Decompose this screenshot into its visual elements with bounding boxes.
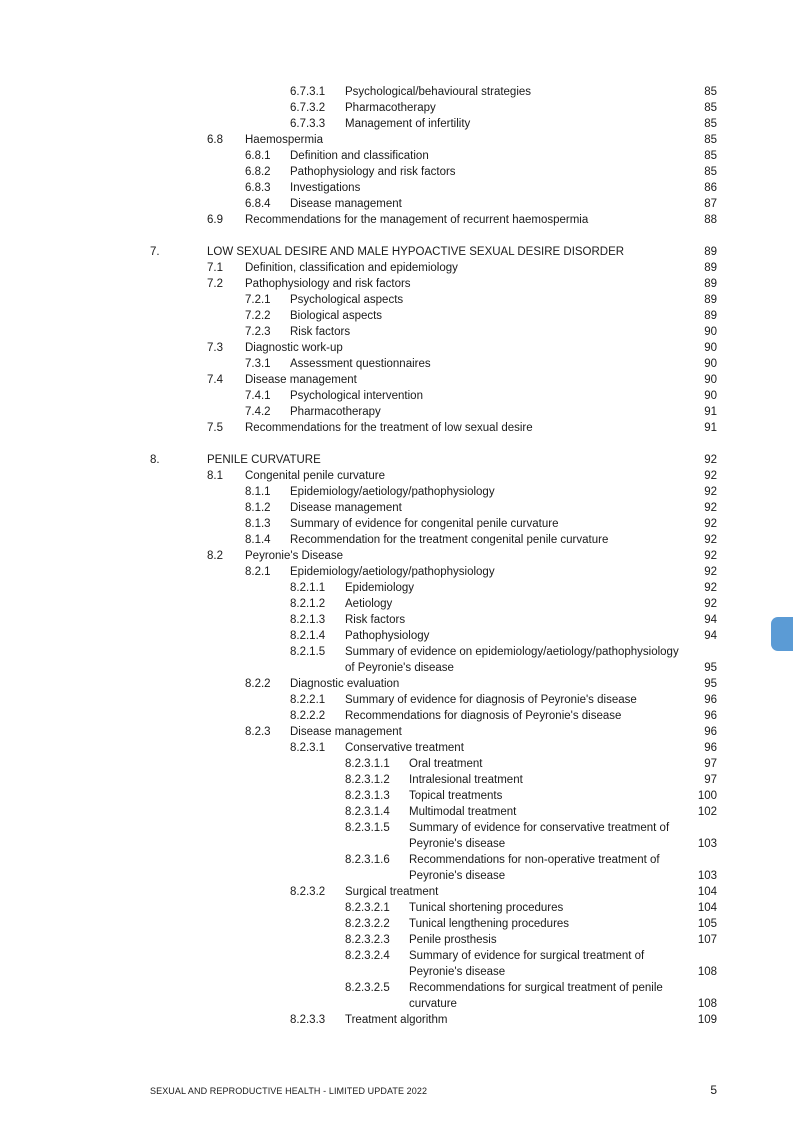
toc-entry[interactable]	[0, 596, 793, 612]
toc-entry[interactable]	[0, 964, 793, 980]
toc-entry-title: Summary of evidence for congenital penile curvature	[290, 518, 559, 530]
toc-entry-page: 97	[704, 774, 717, 786]
toc-entry[interactable]	[0, 564, 793, 580]
toc-entry-number: 8.2.2	[245, 678, 271, 690]
toc-entry-number: 8.2.1.5	[290, 646, 326, 658]
toc-entry-title: Psychological aspects	[290, 294, 404, 306]
toc-entry-number: 7.3	[207, 342, 223, 354]
toc-entry-number: 6.7.3.1	[290, 86, 326, 98]
toc-entry-title: Recommendation for the treatment congenital penile curvature	[290, 534, 609, 546]
toc-entry-title: Recommendations for non-operative treatment of	[409, 854, 660, 866]
toc-entry-page: 91	[704, 406, 717, 418]
toc-entry-number: 8.1.1	[245, 486, 271, 498]
toc-entry-title: Recommendations for the treatment of low sexual desire	[245, 422, 533, 434]
toc-entry[interactable]	[0, 676, 793, 692]
toc-entry[interactable]	[0, 884, 793, 900]
toc-entry-number: 7.2.1	[245, 294, 271, 306]
toc-entry[interactable]	[0, 900, 793, 916]
toc-entry-number: 8.2.3.2.4	[345, 950, 390, 962]
toc-entry-page: 85	[704, 118, 717, 130]
toc-entry-number: 7.5	[207, 422, 223, 434]
toc-entry-number: 6.7.3.3	[290, 118, 326, 130]
toc-entry-page: 85	[704, 150, 717, 162]
toc-entry-title: Peyronie's disease	[409, 838, 506, 850]
toc-entry[interactable]	[0, 820, 793, 836]
toc-entry-page: 90	[704, 390, 717, 402]
toc-entry-title: Peyronie's disease	[409, 966, 506, 978]
toc-entry[interactable]	[0, 132, 793, 148]
toc-entry[interactable]	[0, 196, 793, 212]
toc-entry-page: 92	[704, 534, 717, 546]
toc-entry-page: 100	[697, 790, 717, 802]
toc-entry[interactable]	[0, 532, 793, 548]
toc-entry[interactable]	[0, 948, 793, 964]
toc-entry[interactable]	[0, 804, 793, 820]
toc-entry-title: Summary of evidence for diagnosis of Peyronie's disease	[345, 694, 637, 706]
toc-entry-title: Epidemiology/aetiology/pathophysiology	[290, 566, 495, 578]
toc-entry[interactable]	[0, 628, 793, 644]
toc-entry[interactable]	[0, 372, 793, 388]
toc-entry-number: 8.2.2.1	[290, 694, 326, 706]
toc-entry-page: 96	[704, 726, 717, 738]
toc-entry-page: 86	[704, 182, 717, 194]
toc-entry-title: Pathophysiology and risk factors	[290, 166, 456, 178]
toc-entry[interactable]	[0, 756, 793, 772]
toc-entry[interactable]	[0, 484, 793, 500]
toc-entry[interactable]	[0, 180, 793, 196]
toc-entry-page: 89	[704, 310, 717, 322]
toc-entry-title: Psychological/behavioural strategies	[345, 86, 532, 98]
toc-entry-page: 92	[704, 550, 717, 562]
toc-entry-number: 8.2.1	[245, 566, 271, 578]
toc-entry-title: Biological aspects	[290, 310, 383, 322]
toc-entry-number: 8.2.3.2.1	[345, 902, 390, 914]
toc-entry[interactable]	[0, 420, 793, 436]
toc-entry-page: 108	[697, 966, 717, 978]
toc-entry-title: Peyronie's Disease	[245, 550, 344, 562]
toc-entry-title: Recommendations for diagnosis of Peyronie's disease	[345, 710, 622, 722]
table-of-contents	[0, 84, 793, 1028]
toc-entry-page: 97	[704, 758, 717, 770]
toc-entry-page: 103	[697, 870, 717, 882]
toc-entry[interactable]	[0, 836, 793, 852]
toc-entry-title: PENILE CURVATURE	[207, 454, 321, 466]
toc-entry-number: 8.2.1.1	[290, 582, 326, 594]
toc-entry-title: Diagnostic evaluation	[290, 678, 400, 690]
toc-entry-number: 8.1.3	[245, 518, 271, 530]
toc-entry-number: 8.2.3.1.1	[345, 758, 390, 770]
toc-entry-page: 85	[704, 102, 717, 114]
toc-entry-title: Summary of evidence for conservative treatment of	[409, 822, 670, 834]
toc-entry[interactable]	[0, 260, 793, 276]
toc-entry-title: Recommendations for surgical treatment of penile	[409, 982, 663, 994]
toc-entry-number: 8.2.3.1.3	[345, 790, 390, 802]
toc-entry-page: 107	[697, 934, 717, 946]
toc-entry-page: 92	[704, 598, 717, 610]
toc-entry-number: 8.2.3.1.2	[345, 774, 390, 786]
toc-entry-title: Topical treatments	[409, 790, 503, 802]
toc-entry-number: 8.	[150, 454, 160, 466]
toc-entry-title: Oral treatment	[409, 758, 483, 770]
toc-entry[interactable]	[0, 1012, 793, 1028]
toc-entry[interactable]	[0, 244, 793, 260]
toc-entry[interactable]	[0, 788, 793, 804]
toc-entry-page: 90	[704, 374, 717, 386]
toc-entry-title: Disease management	[290, 198, 402, 210]
toc-entry-number: 8.1.4	[245, 534, 271, 546]
page-number: 5	[710, 1083, 717, 1097]
toc-entry-title: of Peyronie's disease	[345, 662, 454, 674]
toc-entry-title: Disease management	[245, 374, 357, 386]
toc-entry-number: 8.2.3.1.5	[345, 822, 390, 834]
toc-entry-number: 7.	[150, 246, 160, 258]
toc-entry-title: Pathophysiology and risk factors	[245, 278, 411, 290]
toc-entry-number: 7.2	[207, 278, 223, 290]
toc-entry-title: Investigations	[290, 182, 361, 194]
toc-entry-number: 8.2.3	[245, 726, 271, 738]
toc-entry-number: 8.2	[207, 550, 223, 562]
toc-entry[interactable]	[0, 692, 793, 708]
toc-entry[interactable]	[0, 852, 793, 868]
toc-entry[interactable]	[0, 340, 793, 356]
toc-entry-number: 8.2.3.2.2	[345, 918, 390, 930]
toc-entry[interactable]	[0, 740, 793, 756]
toc-entry[interactable]	[0, 84, 793, 100]
toc-entry-page: 95	[704, 678, 717, 690]
toc-entry-number: 7.3.1	[245, 358, 271, 370]
toc-entry-page: 90	[704, 326, 717, 338]
toc-entry-title: Summary of evidence for surgical treatment of	[409, 950, 645, 962]
toc-entry-number: 7.2.2	[245, 310, 271, 322]
toc-entry-title: Multimodal treatment	[409, 806, 517, 818]
toc-entry[interactable]	[0, 468, 793, 484]
toc-entry-title: Tunical shortening procedures	[409, 902, 564, 914]
toc-entry-title: Disease management	[290, 726, 402, 738]
toc-entry-title: Pharmacotherapy	[290, 406, 381, 418]
section-spacer	[0, 228, 793, 244]
section-spacer	[0, 436, 793, 452]
toc-entry-number: 6.8.4	[245, 198, 271, 210]
toc-entry[interactable]	[0, 932, 793, 948]
toc-entry-number: 8.2.3.2	[290, 886, 326, 898]
toc-entry-title: Epidemiology/aetiology/pathophysiology	[290, 486, 495, 498]
toc-entry-page: 92	[704, 502, 717, 514]
toc-entry-title: Aetiology	[345, 598, 393, 610]
toc-entry-number: 6.9	[207, 214, 223, 226]
toc-entry-page: 92	[704, 518, 717, 530]
toc-entry-title: Definition, classification and epidemiology	[245, 262, 458, 274]
toc-entry-page: 96	[704, 710, 717, 722]
toc-entry[interactable]	[0, 324, 793, 340]
toc-entry[interactable]	[0, 772, 793, 788]
toc-entry-page: 92	[704, 486, 717, 498]
toc-entry[interactable]	[0, 980, 793, 996]
toc-entry-title: curvature	[409, 998, 457, 1010]
toc-entry[interactable]	[0, 580, 793, 596]
toc-entry-number: 8.1	[207, 470, 223, 482]
toc-entry-number: 7.4.2	[245, 406, 271, 418]
toc-entry-title: Pharmacotherapy	[345, 102, 436, 114]
toc-entry[interactable]	[0, 868, 793, 884]
toc-entry-page: 92	[704, 582, 717, 594]
toc-entry-page: 105	[697, 918, 717, 930]
footer-title: SEXUAL AND REPRODUCTIVE HEALTH - LIMITED UPDATE 2022	[150, 1086, 428, 1096]
toc-entry-page: 89	[704, 262, 717, 274]
toc-entry-title: Summary of evidence on epidemiology/aetiology/pathophysiology	[345, 646, 679, 658]
toc-entry-page: 108	[697, 998, 717, 1010]
toc-entry-page: 91	[704, 422, 717, 434]
toc-entry-number: 6.8	[207, 134, 223, 146]
toc-entry-page: 92	[704, 566, 717, 578]
toc-entry-title: LOW SEXUAL DESIRE AND MALE HYPOACTIVE SEXUAL DESIRE DISORDER	[207, 246, 625, 258]
toc-entry-title: Pathophysiology	[345, 630, 430, 642]
toc-entry-number: 8.2.3.2.5	[345, 982, 390, 994]
toc-entry[interactable]	[0, 516, 793, 532]
toc-entry-title: Diagnostic work-up	[245, 342, 343, 354]
toc-entry-number: 7.4.1	[245, 390, 271, 402]
toc-entry[interactable]	[0, 292, 793, 308]
toc-entry-title: Risk factors	[290, 326, 351, 338]
toc-entry[interactable]	[0, 548, 793, 564]
toc-entry-title: Haemospermia	[245, 134, 323, 146]
toc-entry-title: Management of infertility	[345, 118, 471, 130]
toc-entry-title: Intralesional treatment	[409, 774, 523, 786]
toc-entry-title: Disease management	[290, 502, 402, 514]
toc-entry[interactable]	[0, 660, 793, 676]
toc-entry[interactable]	[0, 404, 793, 420]
toc-entry-title: Congenital penile curvature	[245, 470, 386, 482]
toc-entry-title: Definition and classification	[290, 150, 429, 162]
toc-entry-number: 8.1.2	[245, 502, 271, 514]
toc-entry-number: 6.8.1	[245, 150, 271, 162]
toc-entry-number: 7.2.3	[245, 326, 271, 338]
toc-entry-page: 88	[704, 214, 717, 226]
toc-entry-page: 94	[704, 630, 717, 642]
toc-entry-number: 8.2.3.2.3	[345, 934, 390, 946]
toc-entry[interactable]	[0, 148, 793, 164]
toc-entry[interactable]	[0, 164, 793, 180]
toc-entry-page: 85	[704, 134, 717, 146]
toc-entry[interactable]	[0, 708, 793, 724]
toc-entry-page: 90	[704, 358, 717, 370]
toc-entry[interactable]	[0, 308, 793, 324]
toc-entry-page: 89	[704, 246, 717, 258]
toc-entry-page: 94	[704, 614, 717, 626]
toc-entry-number: 8.2.3.3	[290, 1014, 326, 1026]
toc-entry-title: Tunical lengthening procedures	[409, 918, 570, 930]
toc-entry-title: Treatment algorithm	[345, 1014, 448, 1026]
toc-entry-number: 8.2.3.1	[290, 742, 326, 754]
toc-entry-number: 7.4	[207, 374, 223, 386]
toc-entry[interactable]	[0, 356, 793, 372]
toc-entry-number: 8.2.1.3	[290, 614, 326, 626]
toc-entry-number: 7.1	[207, 262, 223, 274]
toc-entry-page: 109	[697, 1014, 717, 1026]
toc-entry-title: Conservative treatment	[345, 742, 464, 754]
toc-entry[interactable]	[0, 724, 793, 740]
toc-entry-number: 8.2.2.2	[290, 710, 326, 722]
toc-entry-number: 6.8.2	[245, 166, 271, 178]
toc-entry-page: 102	[697, 806, 717, 818]
toc-entry[interactable]	[0, 100, 793, 116]
toc-entry-number: 6.8.3	[245, 182, 271, 194]
toc-entry[interactable]	[0, 500, 793, 516]
toc-entry-page: 85	[704, 86, 717, 98]
toc-entry-page: 96	[704, 742, 717, 754]
toc-entry[interactable]	[0, 276, 793, 292]
toc-entry-title: Recommendations for the management of recurrent haemospermia	[245, 214, 589, 226]
toc-entry-page: 104	[697, 886, 717, 898]
toc-entry-page: 89	[704, 278, 717, 290]
toc-entry-number: 8.2.1.4	[290, 630, 326, 642]
toc-entry-page: 104	[697, 902, 717, 914]
toc-entry-title: Penile prosthesis	[409, 934, 497, 946]
toc-entry-page: 87	[704, 198, 717, 210]
toc-entry-title: Epidemiology	[345, 582, 415, 594]
toc-entry-title: Psychological intervention	[290, 390, 423, 402]
toc-entry[interactable]	[0, 388, 793, 404]
toc-entry-page: 85	[704, 166, 717, 178]
toc-entry-title: Peyronie's disease	[409, 870, 506, 882]
toc-entry[interactable]	[0, 116, 793, 132]
toc-entry-number: 6.7.3.2	[290, 102, 326, 114]
toc-entry[interactable]	[0, 452, 793, 468]
toc-entry-page: 95	[704, 662, 717, 674]
toc-entry-page: 92	[704, 454, 717, 466]
toc-entry-page: 103	[697, 838, 717, 850]
section-tab-marker	[771, 617, 793, 651]
toc-entry[interactable]	[0, 644, 793, 660]
toc-entry-number: 8.2.1.2	[290, 598, 326, 610]
toc-entry[interactable]	[0, 996, 793, 1012]
toc-entry-page: 89	[704, 294, 717, 306]
toc-entry[interactable]	[0, 612, 793, 628]
toc-entry-title: Surgical treatment	[345, 886, 439, 898]
toc-entry-page: 96	[704, 694, 717, 706]
toc-entry-number: 8.2.3.1.4	[345, 806, 390, 818]
toc-entry-page: 90	[704, 342, 717, 354]
toc-entry-title: Risk factors	[345, 614, 406, 626]
toc-entry[interactable]	[0, 916, 793, 932]
toc-entry-title: Assessment questionnaires	[290, 358, 431, 370]
toc-entry-number: 8.2.3.1.6	[345, 854, 390, 866]
toc-entry-page: 92	[704, 470, 717, 482]
toc-entry[interactable]	[0, 212, 793, 228]
